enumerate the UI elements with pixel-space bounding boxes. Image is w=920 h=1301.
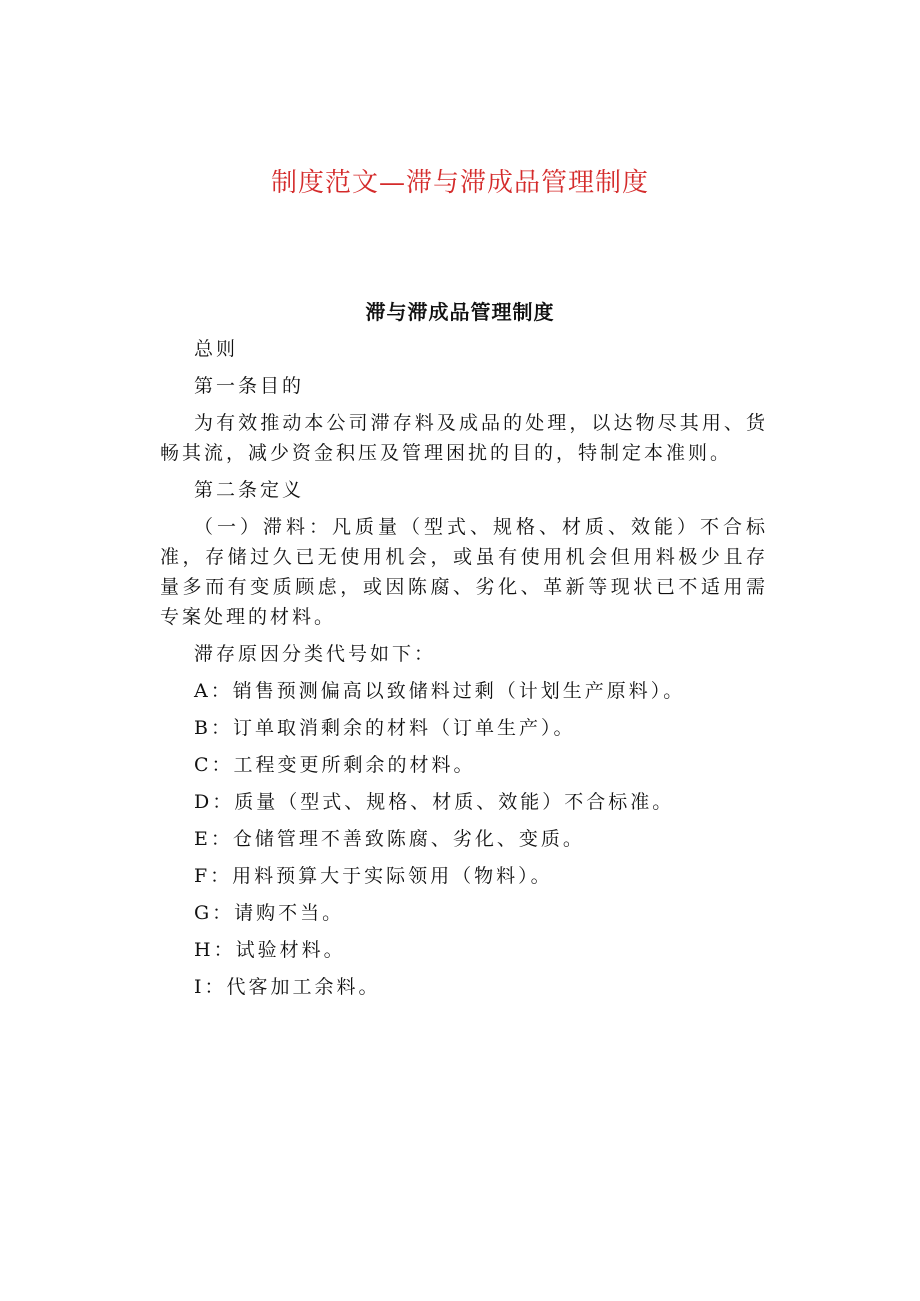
list-item-code-f: F：用料预算大于实际领用（物料）。	[194, 865, 553, 887]
paragraph-definition: （一）滞料：凡质量（型式、规格、材质、效能）不合标准，存储过久已无使用机会，或虽有使用机会但用料极少且存量多而有变质顾虑，或因陈腐、劣化、革新等现状已不适用需专案处理的材料。	[160, 516, 768, 628]
list-item-code-g: G：请购不当。	[194, 902, 345, 924]
document-body	[160, 334, 768, 1009]
paragraph-article-2-heading: 第二条定义	[194, 479, 305, 501]
list-item-code-b: B：订单取消剩余的材料（订单生产）。	[194, 717, 576, 739]
document-title: 制度范文—滞与滞成品管理制度	[270, 168, 649, 198]
paragraph-article-1-heading: 第一条目的	[194, 375, 305, 397]
paragraph-article-1-body: 为有效推动本公司滞存料及成品的处理，以达物尽其用、货畅其流，减少资金积压及管理困扰的目的，特制定本准则。	[160, 412, 768, 464]
list-item-code-e: E：仓储管理不善致陈腐、劣化、变质。	[194, 828, 585, 850]
paragraph-general: 总则	[194, 338, 239, 360]
list-item-code-d: D：质量（型式、规格、材质、效能）不合标准。	[194, 791, 675, 813]
list-item-code-a: A：销售预测偏高以致储料过剩（计划生产原料）。	[194, 680, 686, 702]
list-item-code-i: I：代客加工余料。	[194, 976, 381, 998]
list-item-code-c: C：工程变更所剩余的材料。	[194, 754, 476, 776]
list-item-code-h: H：试验材料。	[194, 939, 346, 961]
paragraph-codes-intro: 滞存原因分类代号如下：	[194, 643, 437, 665]
section-title: 滞与滞成品管理制度	[365, 300, 555, 324]
